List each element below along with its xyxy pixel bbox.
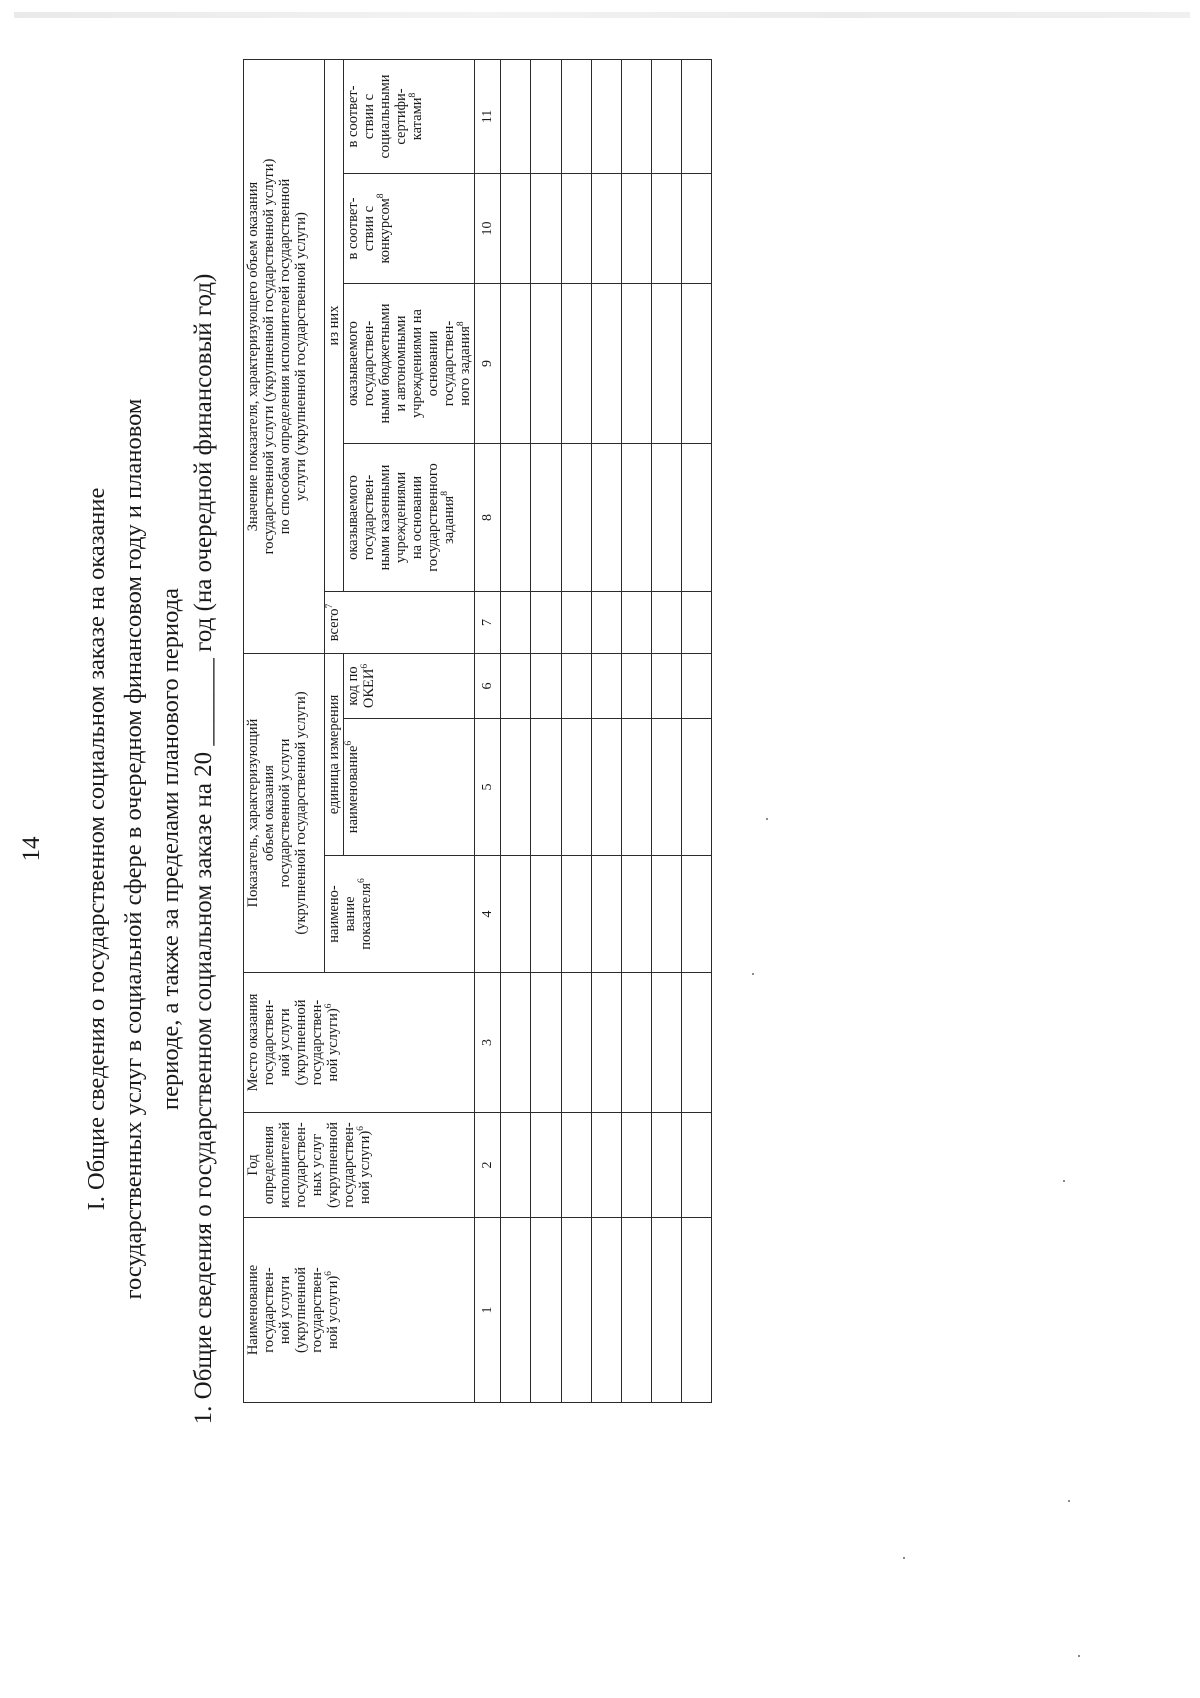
table-cell[interactable] xyxy=(501,59,531,173)
table-cell[interactable] xyxy=(531,654,561,719)
social-order-table xyxy=(243,59,712,1403)
table-cell[interactable] xyxy=(501,592,531,654)
column-number: 9 xyxy=(475,284,501,444)
table-cell[interactable] xyxy=(561,174,591,284)
scan-speck xyxy=(1078,1655,1080,1657)
header-service-name: Наименование государствен- ной услуги (укрупненной государствен- ной услуги)$^6$ xyxy=(244,1218,475,1403)
data-rows xyxy=(501,59,712,1402)
table-cell[interactable] xyxy=(591,444,621,592)
table-cell[interactable] xyxy=(501,654,531,719)
table-cell[interactable] xyxy=(681,444,711,592)
table-cell[interactable] xyxy=(591,174,621,284)
table-cell[interactable] xyxy=(591,592,621,654)
table-cell[interactable] xyxy=(531,59,561,173)
column-number: 4 xyxy=(475,856,501,973)
table-cell[interactable] xyxy=(531,719,561,856)
column-number: 11 xyxy=(475,59,501,173)
table-cell[interactable] xyxy=(561,856,591,973)
table-cell[interactable] xyxy=(621,444,651,592)
table-row xyxy=(591,59,621,1402)
header-okei-code: код по ОКЕИ$^6$ xyxy=(344,654,475,719)
table-cell[interactable] xyxy=(651,444,681,592)
scan-speck xyxy=(752,973,754,975)
table-cell[interactable] xyxy=(501,973,531,1113)
column-number: 10 xyxy=(475,174,501,284)
table-cell[interactable] xyxy=(501,1113,531,1218)
table-cell[interactable] xyxy=(591,1218,621,1403)
table-cell[interactable] xyxy=(651,174,681,284)
table-cell[interactable] xyxy=(681,592,711,654)
page-number: 14 xyxy=(18,836,45,862)
column-number: 3 xyxy=(475,973,501,1113)
table-cell[interactable] xyxy=(621,654,651,719)
table-cell[interactable] xyxy=(531,1218,561,1403)
table-row xyxy=(681,59,711,1402)
table-cell[interactable] xyxy=(681,973,711,1113)
table-cell[interactable] xyxy=(561,1218,591,1403)
table-cell[interactable] xyxy=(501,284,531,444)
table-cell[interactable] xyxy=(621,592,651,654)
table-cell[interactable] xyxy=(621,174,651,284)
table-cell[interactable] xyxy=(621,59,651,173)
table-cell[interactable] xyxy=(681,719,711,856)
scan-speck xyxy=(1068,1500,1070,1502)
table-cell[interactable] xyxy=(681,1218,711,1403)
column-number: 6 xyxy=(475,654,501,719)
table-cell[interactable] xyxy=(561,654,591,719)
scan-speck xyxy=(903,1557,905,1559)
table-cell[interactable] xyxy=(561,284,591,444)
table-cell[interactable] xyxy=(681,284,711,444)
header-competition: в соответ- ствии с конкурсом$^8$ xyxy=(344,174,475,284)
table-cell[interactable] xyxy=(531,284,561,444)
column-number: 8 xyxy=(475,444,501,592)
table-cell[interactable] xyxy=(531,174,561,284)
table-cell[interactable] xyxy=(621,1113,651,1218)
table-row xyxy=(561,59,591,1402)
column-number: 7 xyxy=(475,592,501,654)
table-cell[interactable] xyxy=(651,1113,681,1218)
table-cell[interactable] xyxy=(621,973,651,1113)
subheading-prefix: 1. Общие сведения о государственном социальном заказе на 20 xyxy=(190,751,217,1425)
table-cell[interactable] xyxy=(561,973,591,1113)
table-cell[interactable] xyxy=(591,719,621,856)
table-cell[interactable] xyxy=(621,856,651,973)
table-cell[interactable] xyxy=(651,719,681,856)
table-cell[interactable] xyxy=(531,592,561,654)
table-cell[interactable] xyxy=(501,856,531,973)
header-unit-name: наименование$^6$ xyxy=(344,719,475,856)
table-cell[interactable] xyxy=(531,444,561,592)
table-cell[interactable] xyxy=(651,592,681,654)
table-cell[interactable] xyxy=(651,973,681,1113)
table-cell[interactable] xyxy=(501,1218,531,1403)
table-cell[interactable] xyxy=(621,1218,651,1403)
column-number: 2 xyxy=(475,1113,501,1218)
table-cell[interactable] xyxy=(621,284,651,444)
header-indicator-group: Показатель, характеризующий объем оказания государственной услуги (укрупненной государственной услуги) xyxy=(244,654,325,973)
table-cell[interactable] xyxy=(651,59,681,173)
table-cell[interactable] xyxy=(591,856,621,973)
table-cell[interactable] xyxy=(501,444,531,592)
table-cell[interactable] xyxy=(561,444,591,592)
header-place: Место оказания государствен- ной услуги (укрупненной государствен- ной услуги)$^6$ xyxy=(244,973,475,1113)
table-cell[interactable] xyxy=(591,59,621,173)
header-of-them: из них xyxy=(325,59,344,591)
table-cell[interactable] xyxy=(681,856,711,973)
scan-speck xyxy=(766,818,768,820)
table-cell[interactable] xyxy=(681,1113,711,1218)
column-number: 1 xyxy=(475,1218,501,1403)
table-cell[interactable] xyxy=(591,284,621,444)
table-cell[interactable] xyxy=(501,174,531,284)
table-cell[interactable] xyxy=(651,1218,681,1403)
header-state-institutions: оказываемого государствен- ными казенными учреждениями на основании государственного задания$^8$ xyxy=(344,444,475,592)
header-total: всего$^7$ xyxy=(325,592,475,654)
column-number: 5 xyxy=(475,719,501,856)
header-year: Год определения исполнителей государствен- ных услуг (укрупненной государствен- ной услуги)$^6$ xyxy=(244,1113,475,1218)
table-cell[interactable] xyxy=(591,973,621,1113)
scan-speck xyxy=(1063,1180,1065,1182)
table-cell[interactable] xyxy=(561,592,591,654)
table-cell[interactable] xyxy=(651,284,681,444)
table-cell[interactable] xyxy=(651,856,681,973)
table-cell[interactable] xyxy=(681,174,711,284)
subheading-suffix: год (на очередной финансовый год) xyxy=(190,273,217,652)
column-number-row xyxy=(475,59,501,1402)
table-row xyxy=(531,59,561,1402)
table-cell[interactable] xyxy=(531,1113,561,1218)
table-cell[interactable] xyxy=(651,654,681,719)
subsection-heading xyxy=(190,0,218,1698)
table-cell[interactable] xyxy=(681,59,711,173)
header-indicator-name: наимено- вание показателя$^6$ xyxy=(325,856,475,973)
section-heading xyxy=(78,0,189,1698)
table-cell[interactable] xyxy=(681,654,711,719)
table-cell[interactable] xyxy=(501,719,531,856)
table-cell[interactable] xyxy=(561,1113,591,1218)
heading-line-1: I. Общие сведения о государственном социальном заказе на оказание xyxy=(83,487,110,1211)
heading-line-3: периоде, а также за пределами планового периода xyxy=(157,588,184,1110)
year-blank: _______ xyxy=(190,658,217,746)
table-row xyxy=(501,59,531,1402)
header-certificates: в соответ- ствии с социальными сертифи- катами$^8$ xyxy=(344,59,475,173)
header-value-group: Значение показателя, характеризующего объем оказания государственной услуги (укрупненной государственной услуги) по способам определения исполнителей государственной услуги (укрупненной государственной услуги) xyxy=(244,59,325,653)
table-row xyxy=(651,59,681,1402)
header-budget-autonomous: оказываемого государствен- ными бюджетными и автономными учреждениями на основании государствен- ного задания$^8$ xyxy=(344,284,475,444)
table-row xyxy=(621,59,651,1402)
table-cell[interactable] xyxy=(561,719,591,856)
table-cell[interactable] xyxy=(531,856,561,973)
table-cell[interactable] xyxy=(621,719,651,856)
table-cell[interactable] xyxy=(591,654,621,719)
header-unit-group: единица измерения xyxy=(325,654,344,856)
table-cell[interactable] xyxy=(591,1113,621,1218)
table-cell[interactable] xyxy=(531,973,561,1113)
heading-line-2: государственных услуг в социальной сфере в очередном финансовом году и плановом xyxy=(120,398,147,1300)
table-cell[interactable] xyxy=(561,59,591,173)
